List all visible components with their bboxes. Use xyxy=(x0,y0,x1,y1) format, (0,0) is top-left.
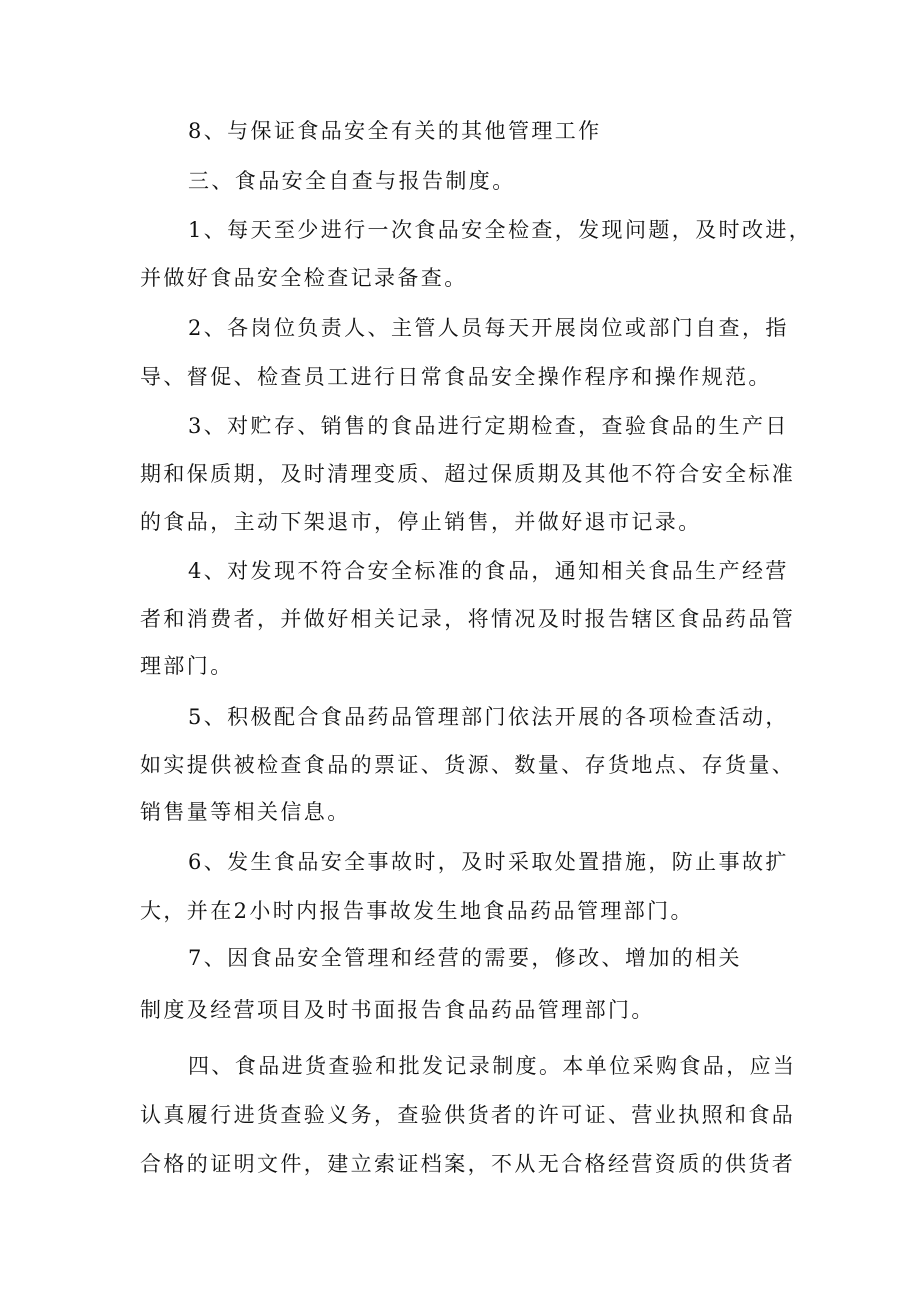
text-line: 认真履行进货查验义务，查验供货者的许可证、营业执照和食品 xyxy=(140,1103,796,1127)
text-line: 如实提供被检查食品的票证、货源、数量、存货地点、存货量、 xyxy=(140,753,796,777)
text-line: 5、积极配合食品药品管理部门依法开展的各项检查活动， xyxy=(188,705,789,729)
text-line: 销售量等相关信息。 xyxy=(140,800,351,824)
text-line: 大，并在2小时内报告事故发生地食品药品管理部门。 xyxy=(140,899,694,923)
text-line: 2、各岗位负责人、主管人员每天开展岗位或部门自查，指 xyxy=(188,316,789,340)
section-heading: 四、食品进货查验和批发记录制度。本单位采购食品，应当 xyxy=(188,1054,797,1078)
text-line: 期和保质期，及时清理变质、超过保质期及其他不符合安全标准 xyxy=(140,462,796,486)
text-line: 合格的证明文件，建立索证档案，不从无合格经营资质的供货者 xyxy=(140,1152,796,1176)
text-line: 导、督促、检查员工进行日常食品安全操作程序和操作规范。 xyxy=(140,365,772,389)
text-line: 1、每天至少进行一次食品安全检查，发现问题，及时改进， xyxy=(188,218,813,242)
text-line: 的食品，主动下架退市，停止销售，并做好退市记录。 xyxy=(140,510,702,534)
text-line: 4、对发现不符合安全标准的食品，通知相关食品生产经营 xyxy=(188,559,789,583)
text-line: 3、对贮存、销售的食品进行定期检查，查验食品的生产日 xyxy=(188,414,789,438)
text-line: 制度及经营项目及时书面报告食品药品管理部门。 xyxy=(140,998,655,1022)
text-line: 并做好食品安全检查记录备查。 xyxy=(140,266,468,290)
text-line: 者和消费者，并做好相关记录，将情况及时报告辖区食品药品管 xyxy=(140,607,796,631)
text-line: 8、与保证食品安全有关的其他管理工作 xyxy=(188,119,602,143)
section-heading: 三、食品安全自查与报告制度。 xyxy=(188,169,516,193)
text-line: 6、发生食品安全事故时，及时采取处置措施，防止事故扩 xyxy=(188,850,789,874)
text-line: 7、因食品安全管理和经营的需要，修改、增加的相关 xyxy=(188,946,742,970)
text-line: 理部门。 xyxy=(140,654,234,678)
